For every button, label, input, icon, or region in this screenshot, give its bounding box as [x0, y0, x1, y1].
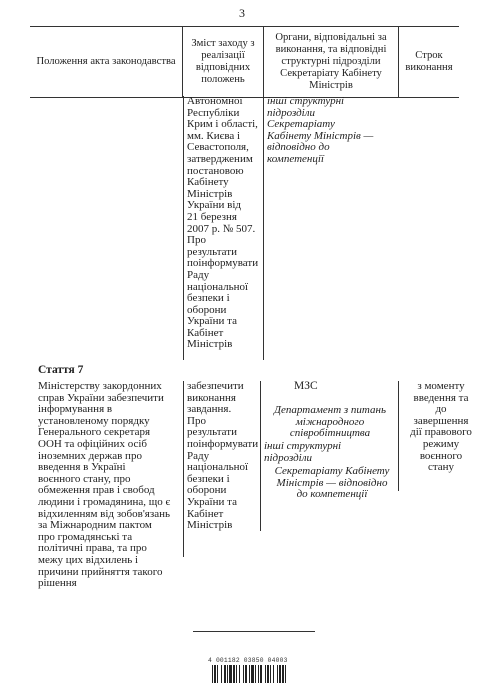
text-line: виконання: [187, 391, 236, 404]
barcode-bar: [277, 665, 278, 683]
text-line: дії правового: [410, 426, 472, 439]
text-line: України та: [187, 315, 237, 328]
barcode-bar: [221, 665, 222, 683]
barcode-bar: [233, 665, 235, 683]
article-measure: [187, 381, 259, 532]
text-line: воєнного стану, про: [38, 472, 131, 485]
text-line: введення в Україні: [38, 461, 126, 474]
text-line: 21 березня: [187, 210, 237, 223]
text-line: Міністрів: [187, 187, 233, 200]
article-provision: [38, 381, 186, 590]
text-line: національної: [187, 461, 249, 474]
text-line: Міністрів: [187, 519, 233, 532]
text-line: Департамент з питань: [274, 404, 386, 416]
text-line: міжнародного: [295, 415, 365, 428]
text-line: підрозділи: [264, 451, 313, 464]
text-line: України від: [187, 199, 241, 212]
text-line: інформування в: [38, 403, 113, 416]
text-line: безпеки і: [187, 472, 230, 485]
text-line: результати: [187, 426, 237, 439]
text-line: обмеження прав і свобод: [38, 484, 155, 497]
barcode-number: 4 001182 03850 04003: [208, 657, 288, 664]
text-line: оборони: [187, 484, 227, 497]
barcode-bar: [217, 665, 218, 683]
text-line: Раду: [187, 449, 210, 462]
text-line: Кабінет: [187, 507, 224, 520]
text-line: інші структурні: [264, 440, 342, 452]
text-line: результати: [187, 245, 237, 258]
barcode-bar: [249, 665, 250, 683]
text-line: Республіки: [187, 106, 240, 119]
text-line: людини і громадянина, що є: [38, 495, 171, 508]
text-line: мм. Києва і: [187, 129, 241, 142]
text-line: Кабінету: [187, 176, 229, 189]
text-line: забезпечити: [187, 380, 244, 392]
barcode-bar: [273, 665, 274, 683]
text-line: справ України забезпечити: [38, 391, 164, 404]
header-provision: Положення акта законодавства: [36, 56, 176, 67]
text-line: Міністрів — відповідно: [276, 476, 388, 489]
text-line: ООН та офіційних осіб: [38, 437, 148, 450]
continuation-measure: [187, 96, 263, 351]
text-line: відповідно до: [267, 141, 330, 154]
barcode-bar: [239, 665, 240, 683]
text-line: Про: [187, 234, 206, 247]
text-line: оборони: [187, 303, 227, 316]
text-line: Крим і області,: [187, 118, 258, 131]
text-line: Автономної: [187, 95, 243, 107]
text-line: поінформувати: [187, 437, 259, 450]
text-line: безпеки і: [187, 292, 230, 305]
text-line: Міністрів: [187, 338, 233, 351]
column-divider: [398, 381, 399, 491]
text-line: Генерального секретаря: [38, 426, 151, 439]
barcode-bar: [258, 665, 259, 683]
text-line: за Міжнародним пактом: [38, 519, 152, 532]
text-line: завдання.: [187, 403, 232, 416]
text-line: поінформувати: [187, 257, 259, 270]
text-line: України та: [187, 495, 237, 508]
barcode-bar: [279, 665, 281, 683]
barcode-bar: [255, 665, 256, 683]
continuation-responsible: [267, 96, 397, 166]
barcode-bar: [214, 665, 216, 683]
table-header: [30, 26, 459, 98]
column-divider: [183, 96, 184, 360]
text-line: Кабінету Міністрів —: [267, 129, 374, 142]
responsible-secretariat: [264, 466, 400, 501]
column-divider: [183, 381, 184, 557]
text-line: співробітництва: [289, 427, 371, 440]
text-line: Раду: [187, 268, 210, 281]
barcode-bar: [227, 665, 228, 683]
barcode-bar: [236, 665, 237, 683]
barcode-bar: [282, 665, 284, 683]
column-divider: [260, 381, 261, 531]
text-line: межу цих відхилень і: [38, 553, 139, 566]
text-line: постановою: [187, 164, 244, 177]
barcode-bar: [229, 665, 232, 683]
article-deadline: [403, 381, 479, 474]
barcode-bar: [285, 665, 286, 683]
barcode-bar: [245, 665, 247, 683]
text-line: з моменту: [417, 380, 465, 392]
text-line: Секретаріату: [267, 118, 335, 131]
responsible-other: [264, 441, 396, 464]
text-line: воєнного: [419, 449, 463, 462]
barcode-bar: [270, 665, 271, 683]
text-line: причини прийняття такого: [38, 565, 163, 578]
barcode-bar: [267, 665, 269, 683]
text-line: Севастополя,: [187, 141, 249, 154]
barcode-bar: [251, 665, 254, 683]
barcode-bar: [212, 665, 213, 683]
header-responsible: Органи, відповідальні за виконання, та відповідні структурні підрозділи Секретаріату Кабінету Міністрів: [275, 32, 387, 91]
text-line: до компетенції: [296, 488, 368, 501]
header-deadline: Строк виконання: [405, 50, 453, 73]
page-number: 3: [239, 6, 245, 20]
text-line: національної: [187, 280, 249, 293]
responsible-mzs: МЗС: [294, 380, 318, 392]
text-line: інші структурні: [267, 95, 345, 107]
text-line: підрозділи: [267, 106, 316, 119]
end-rule: [193, 631, 315, 632]
text-line: про громадянські та: [38, 530, 133, 543]
text-line: іноземних держав про: [38, 449, 142, 462]
barcode-bar: [224, 665, 226, 683]
barcode-bar: [260, 665, 262, 683]
text-line: до: [435, 403, 447, 416]
responsible-department: [264, 405, 396, 440]
article-title: Стаття 7: [38, 364, 84, 376]
barcode-bar: [265, 665, 266, 683]
text-line: завершення: [413, 414, 469, 427]
barcode-bar: [243, 665, 244, 683]
text-line: рішення: [38, 577, 77, 590]
barcode-image: [212, 665, 322, 683]
text-line: Секретаріату Кабінету: [274, 465, 390, 477]
header-measure: Зміст заходу з реалізації відповідних положень: [191, 38, 255, 85]
text-line: режиму: [422, 437, 460, 450]
text-line: введення та: [413, 391, 469, 404]
text-line: відхиленням від зобов'язань: [38, 507, 170, 520]
text-line: затвердженим: [187, 152, 253, 165]
text-line: Про: [187, 414, 206, 427]
text-line: політичні права, та про: [38, 542, 147, 555]
text-line: 2007 р. № 507.: [187, 222, 256, 235]
column-divider: [263, 96, 264, 360]
text-line: компетенції: [267, 152, 324, 165]
text-line: Кабінет: [187, 326, 224, 339]
text-line: Міністерству закордонних: [38, 380, 162, 392]
text-line: установленому порядку: [38, 414, 150, 427]
text-line: стану: [427, 461, 455, 474]
